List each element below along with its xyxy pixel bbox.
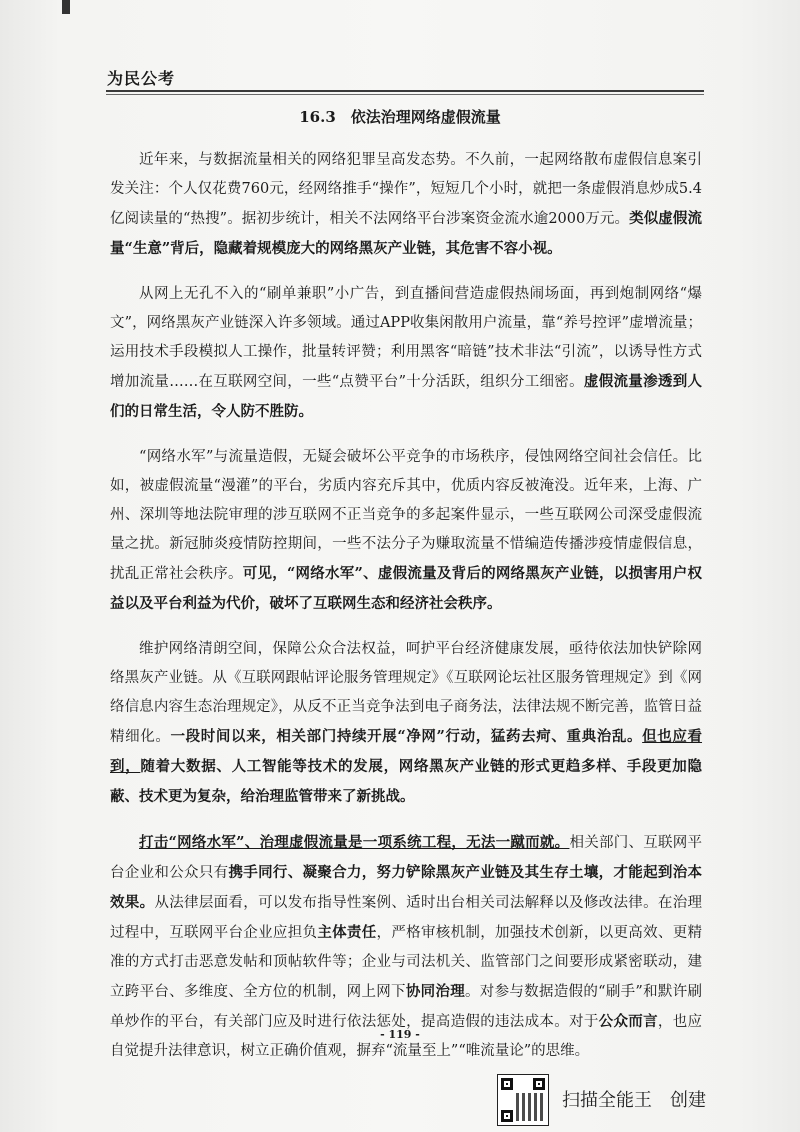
- emphasized-text: 协同治理: [405, 983, 466, 1000]
- emphasized-text: 携手同行、凝聚合力，努力铲除黑灰产业链及其生存土壤，才能起到治本效果。: [110, 864, 703, 911]
- scanner-watermark: 扫描全能王 创建: [562, 1090, 706, 1111]
- paragraph: [110, 280, 702, 427]
- qr-code-icon: [497, 1074, 549, 1126]
- paragraph-text: “网络水军”与流量造假，无疑会破坏公平竞争的市场秩序，侵蚀网络空间社会信任。比如，被虚假流量“漫灌”的平台，劣质内容充斥其中，优质内容反被淹没。近年来，上海、广州、深圳等地法院审理的涉互联网不正当竞争的多起案件显示，一些互联网公司深受虚假流量之扰。新冠肺炎疫情防控期间，一些不法分子为赚取流量不惜编造传播涉疫情虚假信息，扰乱正常社会秩序。: [110, 449, 702, 582]
- paragraph-text: 。对参与数据造假的“刷手”和默许刷单炒作的平台，有关部门应及时进行依法惩处，提高造假的违法成本。对于: [110, 984, 703, 1030]
- paragraph-text: 近年来，与数据流量相关的网络犯罪呈高发态势。不久前，一起网络散布虚假信息案引发关注：个人仅花费760元，经网络推手“操作”，短短几个小时，就把一条虚假消息炒成5.4亿阅读量的“热搜”。据初步统计，相关不法网络平台涉案资金流水逾2000万元。: [110, 152, 702, 227]
- header-rule-thin: [106, 94, 704, 95]
- binding-mark: [62, 0, 70, 14]
- header-title: 为民公考: [107, 69, 176, 88]
- paragraph-text: 从网上无孔不入的“刷单兼职”小广告，到直播间营造虚假热闹场面，再到炮制网络“爆文”，网络黑灰产业链深入许多领域。通过APP收集闲散用户流量，靠“养号控评”虚增流量；运用技术手段模拟人工操作，批量转评赞；利用黑客“暗链”技术非法“引流”，以诱导性方式增加流量……在互联网空间，一些“点赞平台”十分活跃，组织分工细密。: [110, 286, 702, 390]
- emphasized-text: 但也应看到，: [110, 728, 703, 775]
- emphasized-text: 虚假流量渗透到人们的日常生活，令人防不胜防。: [110, 373, 703, 420]
- emphasized-text: 主体责任: [317, 924, 377, 941]
- section-title: 16.3 依法治理网络虚假流量: [299, 108, 501, 126]
- paragraph-text: 从法律层面看，可以发布指导性案例、适时出台相关司法解释以及修改法律。在治理过程中，互联网平台企业应担负: [110, 895, 703, 941]
- paragraph: [110, 146, 702, 264]
- emphasized-text: 公众而言: [598, 1013, 658, 1030]
- emphasized-text: 一段时间以来，相关部门持续开展“净网”行动，猛药去疴、重典治乱。: [170, 728, 643, 745]
- paragraph-text: ，严格审核机制，加强技术创新，以更高效、更精准的方式打击恶意发帖和顶帖软件等；企业与司法机关、监管部门之间要形成紧密联动，建立跨平台、多维度、全方位的机制，网上网下: [110, 925, 703, 1000]
- emphasized-text: 随着大数据、人工智能等技术的发展，网络黑灰产业链的形式更趋多样、手段更加隐蔽、技术更为复杂，给治理监管带来了新挑战。: [110, 758, 703, 805]
- header-rule: [106, 90, 704, 92]
- emphasized-text: 可见，“网络水军”、虚假流量及背后的网络黑灰产业链，以损害用户权益以及平台利益为代价，破坏了互联网生态和经济社会秩序。: [110, 565, 703, 612]
- emphasized-text: 打击“网络水军”、治理虚假流量是一项系统工程，无法一蹴而就。: [139, 834, 570, 851]
- emphasized-text: 类似虚假流量“生意”背后，隐藏着规模庞大的网络黑灰产业链，其危害不容小视。: [110, 210, 702, 257]
- paragraph-text: 维护网络清朗空间，保障公众合法权益，呵护平台经济健康发展，亟待依法加快铲除网络黑灰产业链。从《互联网跟帖评论服务管理规定》《互联网论坛社区服务管理规定》到《网络信息内容生态治理规定》，从反不正当竞争法到电子商务法，法律法规不断完善，监管日益精细化。: [110, 641, 702, 745]
- paragraph: [110, 635, 702, 812]
- paragraph-text: ，也应自觉提升法律意识，树立正确价值观，摒弃“流量至上”“唯流量论”的思维。: [110, 1014, 703, 1059]
- article-body: [110, 146, 702, 1082]
- paragraph: [110, 443, 702, 619]
- page-number: - 119 -: [380, 1028, 420, 1041]
- paragraph-text: 相关部门、互联网平台企业和公众只有: [110, 835, 703, 881]
